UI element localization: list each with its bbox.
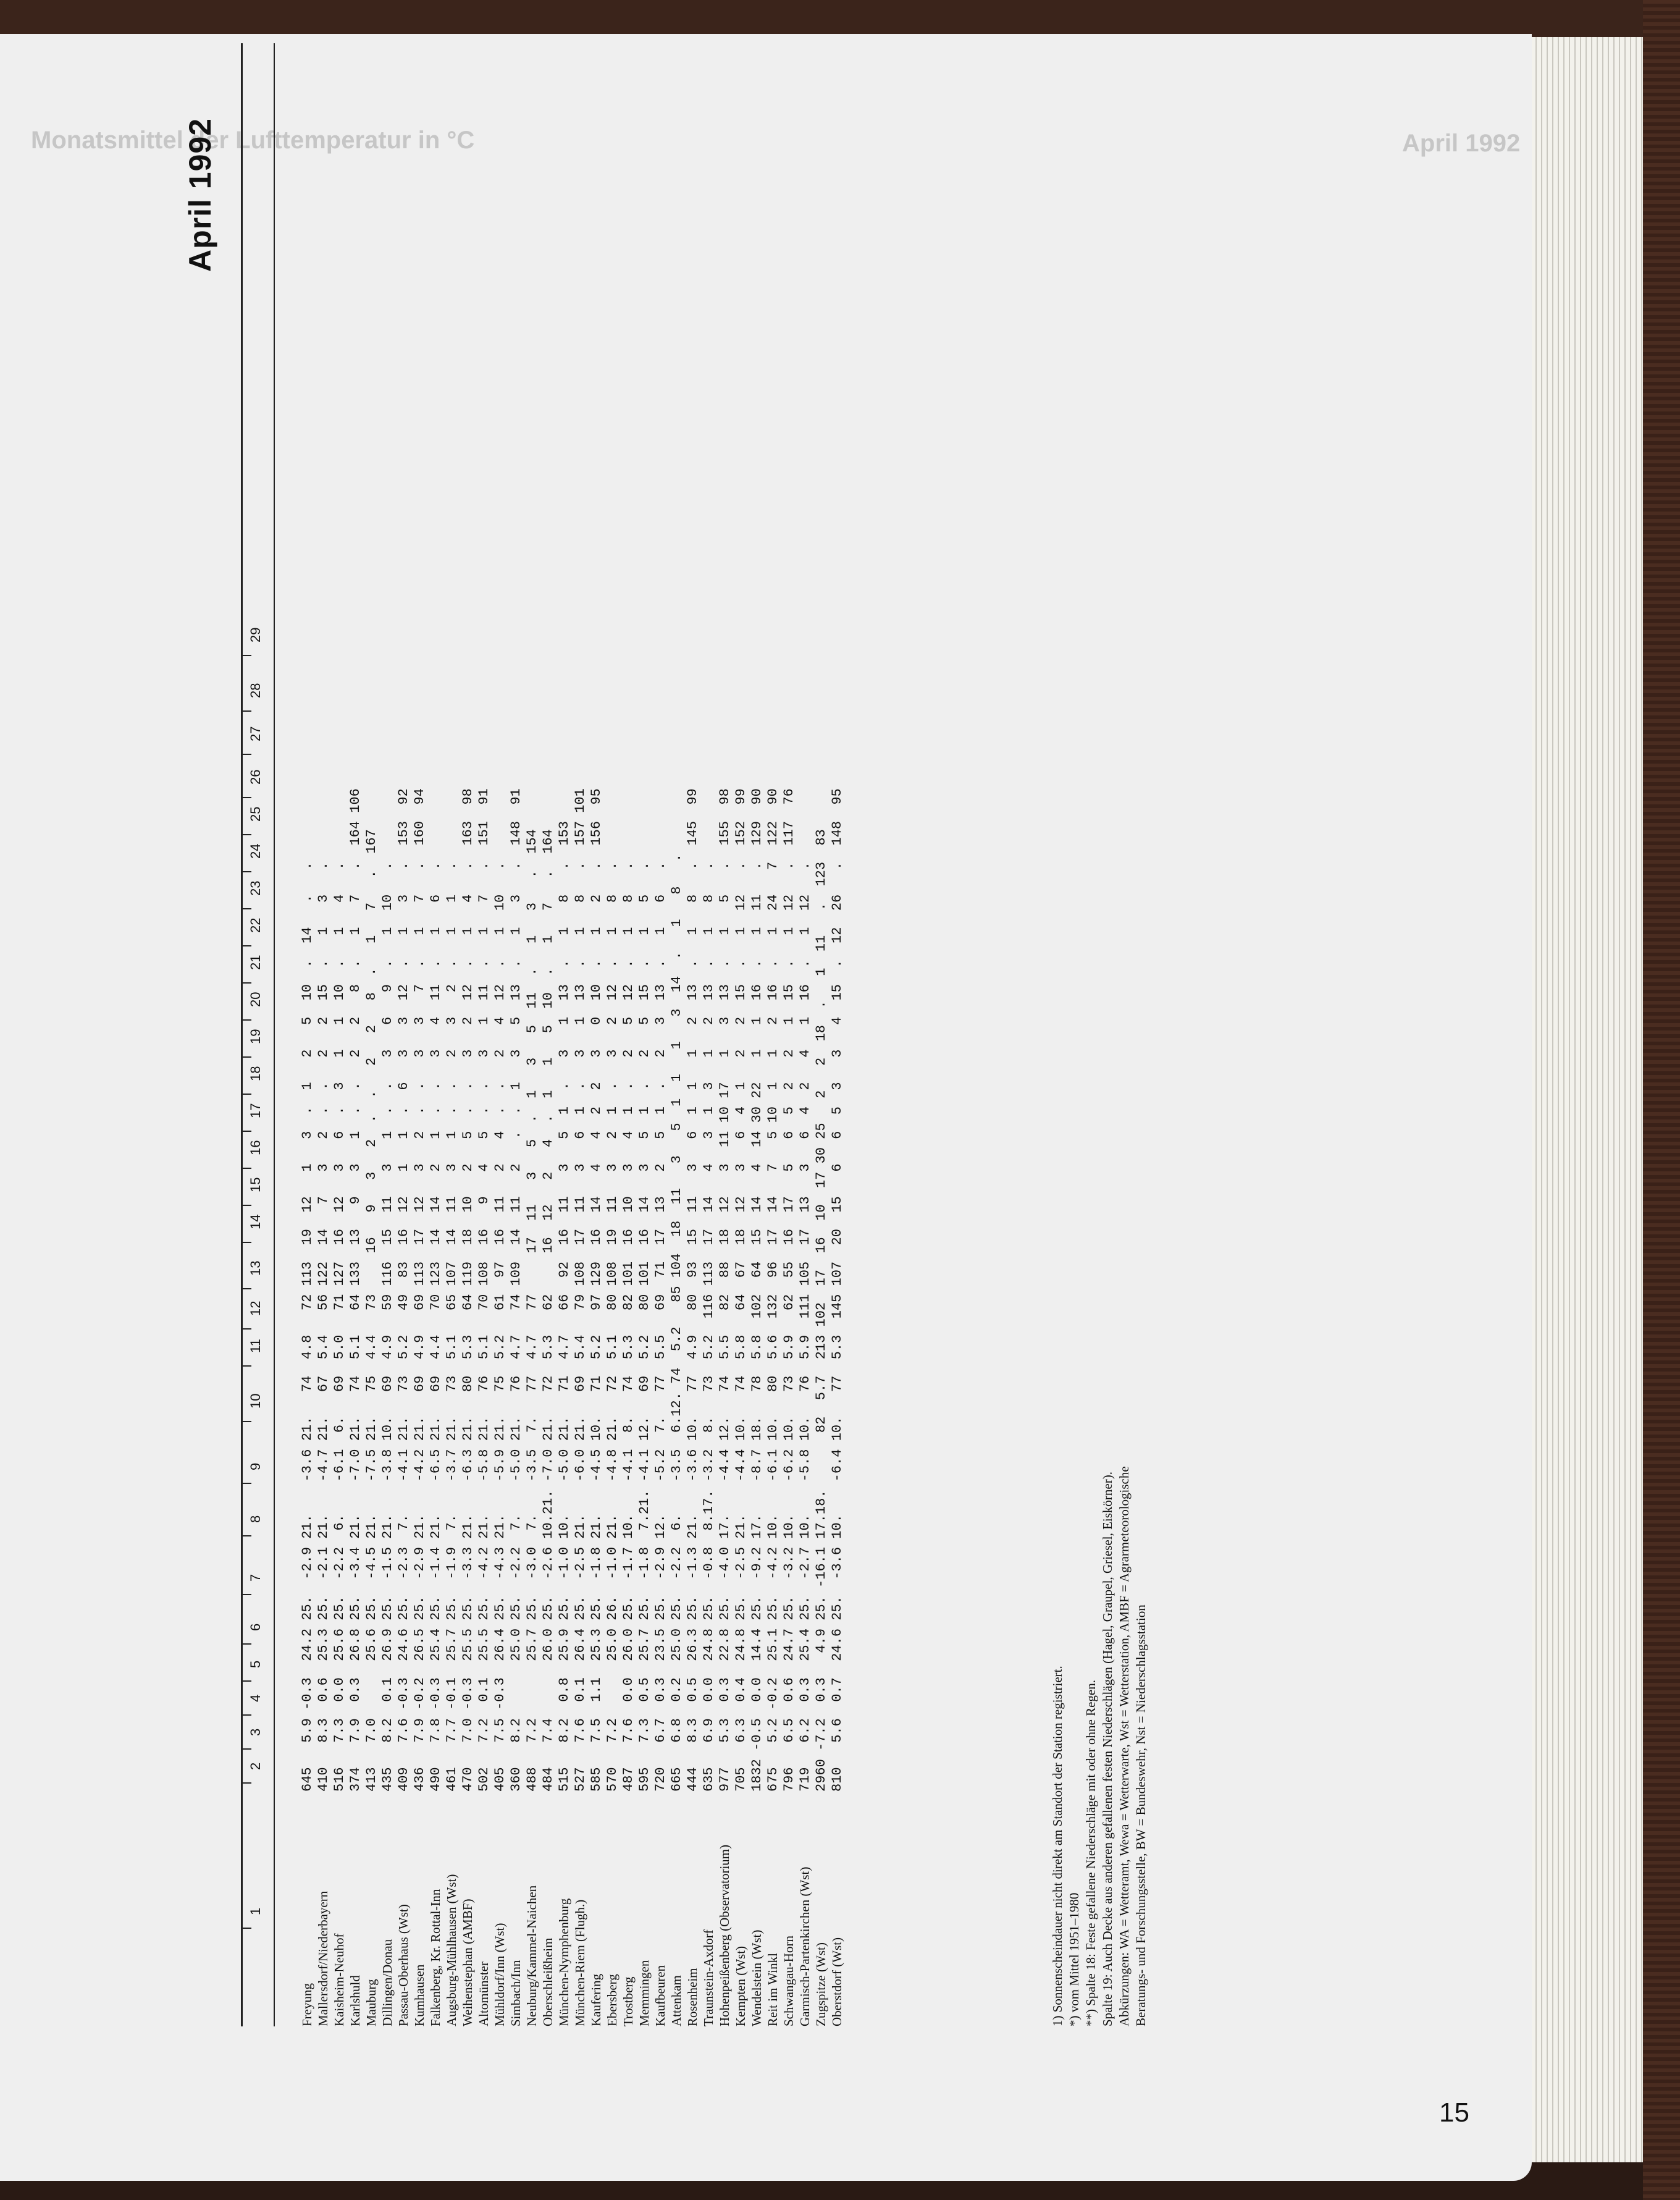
- footnote-line: 1) Sonnenscheindauer nicht direkt am Standort der Station registriert.: [1050, 1666, 1065, 2026]
- station-name: Mauburg: [364, 1979, 379, 2026]
- column-number: 3: [248, 1728, 263, 1736]
- station-values: 435 8.2 0.1 26.9 25. -1.5 21. -3.8 10. 69 4.9 59 116 15 11 3 1 . . 3 6 9 . 1 10 .: [380, 861, 395, 1792]
- column-divider: [243, 754, 251, 755]
- column-divider: [243, 1168, 251, 1169]
- station-values: 502 7.2 0.1 25.5 25. -4.2 21. -5.8 21. 76 5.1 70 108 16 9 4 5 . . 3 1 11 . 1 7 . 151 91: [476, 788, 492, 1792]
- station-values: 410 8.3 0.6 25.3 25. -2.1 21. -4.7 21. 67 5.4 56 122 14 7 3 2 . . 2 2 15 . 1 3 .: [316, 861, 331, 1792]
- column-number: 15: [248, 1177, 263, 1192]
- station-values: 360 8.2 25.0 25. -2.2 7. -5.0 21. 76 4.7 74 109 14 11 2 . . 1 3 5 13 . 1 3 . 148 91: [508, 788, 524, 1792]
- column-number: 8: [248, 1515, 263, 1523]
- column-divider: [243, 1242, 251, 1243]
- station-name: Falkenberg, Kr. Rottal-Inn: [428, 1889, 443, 2026]
- column-divider: [243, 1643, 251, 1645]
- column-divider: [243, 1056, 251, 1058]
- station-name: Hohenpeißenberg (Observatorium): [717, 1844, 732, 2026]
- station-values: 720 6.7 0.3 23.5 25. -2.9 12. -5.2 7. 77 5.5 69 71 17 13 2 5 1 . 2 3 13 . 1 6 .: [653, 861, 668, 1792]
- column-divider: [243, 1421, 251, 1422]
- column-number: 17: [248, 1103, 263, 1118]
- column-number: 24: [248, 843, 263, 859]
- station-name: Rosenheim: [685, 1968, 700, 2026]
- footnote-line: **) Spalte 18: Feste gefallene Niederschläge mit oder ohne Regen.: [1083, 1680, 1098, 2026]
- column-divider: [243, 797, 251, 798]
- station-name: Zugspitze (Wst): [813, 1942, 828, 2026]
- station-name: Simbach/Inn: [508, 1960, 523, 2026]
- column-divider: [243, 1680, 251, 1682]
- station-name: Garmisch-Partenkirchen (Wst): [797, 1866, 812, 2026]
- station-name: Dillingen/Donau: [380, 1939, 395, 2026]
- station-values: 461 7.7 -0.1 25.7 25. -1.9 7. -3.7 21. 73 5.1 65 107 14 11 3 1 . . 2 3 2 . 1 1 .: [444, 861, 460, 1792]
- station-values: 595 7.3 0.5 25.7 25. -1.8 7.21. -4.1 12. 69 5.2 80 101 16 14 3 5 1 . 2 5 15 . 1 5 .: [637, 861, 652, 1792]
- column-divider: [243, 1365, 251, 1367]
- station-name: Reit im Winkl: [765, 1953, 780, 2026]
- column-number: 11: [248, 1339, 263, 1353]
- station-values: 675 5.2 -0.2 25.1 25. -4.2 10. -6.1 10. 80 5.6 132 96 17 14 7 5 10 1 1 2 16 . 1 24 7 122 90: [765, 788, 781, 1792]
- station-values: 796 6.5 0.6 24.7 25. -3.2 10. -6.2 10. 73 5.9 62 55 16 17 5 6 5 2 2 1 15 . 1 12 . 117 76: [781, 788, 797, 1792]
- column-divider: [243, 982, 251, 984]
- station-name: Wendelstein (Wst): [749, 1929, 764, 2026]
- station-name: Karlshuld: [348, 1975, 363, 2026]
- footnote-line: Spalte 19: Auch Decke aus anderen gefallenen festen Niederschlägen (Hagel, Graupel, Griesel, Eiskörner).: [1100, 1472, 1115, 2026]
- column-number: 6: [248, 1623, 263, 1631]
- station-name: Memmingen: [637, 1960, 652, 2026]
- station-values: 470 7.0 -0.3 25.5 25. -3.3 21. -6.3 21. 80 5.3 64 119 18 10 2 5 . . 3 2 12 . 1 4 . 163 98: [460, 788, 476, 1792]
- column-number: 9: [248, 1462, 263, 1470]
- column-divider: [243, 655, 251, 656]
- station-values: 484 7.4 26.0 25. -2.6 10.21. -7.0 21. 72 5.3 62 16 12 2 4 . 1 1 5 10 . 1 7 . 164: [540, 829, 556, 1792]
- station-values: 665 6.8 0.2 25.0 25. -2.2 6. -3.5 6.12. 74 5.2 85 104 18 11 3 5 1 1 1 3 14 . 1 8 .: [669, 853, 684, 1792]
- column-divider: [243, 1483, 251, 1484]
- station-values: 585 7.5 1.1 25.3 25. -1.8 21. -4.5 10. 71 5.2 97 129 16 14 4 4 2 2 3 0 10 . 1 2 . 156 95: [589, 788, 604, 1792]
- column-number: 26: [248, 769, 263, 785]
- column-divider: [243, 1594, 251, 1595]
- column-divider: [243, 945, 251, 946]
- station-name: Mühldorf/Inn (Wst): [492, 1923, 507, 2026]
- column-number: 16: [248, 1140, 263, 1155]
- column-divider: [243, 710, 251, 712]
- column-number: 28: [248, 683, 263, 698]
- station-name: Passau-Oberhaus (Wst): [396, 1904, 411, 2026]
- station-name: Ebersberg: [605, 1974, 620, 2026]
- footnote-line: Beratungs- und Forschungsstelle, BW = Bundeswehr, Nst = Niederschlagsstation: [1133, 1604, 1148, 2026]
- station-values: 516 7.3 0.0 25.6 25. -2.2 6. -6.1 6. 69 5.0 71 127 16 12 3 6 . 3 1 1 10 . 1 4 .: [332, 861, 347, 1792]
- station-values: 487 7.6 0.0 26.0 25. -1.7 10. -4.1 8. 74 5.3 82 101 16 10 3 4 1 . 2 5 12 . 1 8 .: [621, 861, 636, 1792]
- book-cover-right: [1643, 0, 1680, 2200]
- column-number: 18: [248, 1066, 263, 1081]
- station-name: Oberstdorf (Wst): [830, 1937, 844, 2026]
- column-divider: [243, 1288, 251, 1289]
- column-number: 20: [248, 992, 263, 1007]
- column-number: 29: [248, 627, 263, 643]
- column-number: 21: [248, 955, 263, 970]
- column-number: 27: [248, 726, 263, 741]
- column-number: 22: [248, 917, 263, 933]
- station-name: Augsburg-Mühlhausen (Wst): [444, 1874, 459, 2026]
- column-divider: [243, 1131, 251, 1132]
- column-number: 4: [248, 1694, 263, 1702]
- station-values: 719 6.2 0.3 25.4 25. -2.7 10. -5.8 10. 76 5.9 111 105 17 13 3 6 4 2 4 1 16 . 1 12 .: [797, 861, 813, 1792]
- column-number: 13: [248, 1260, 263, 1276]
- footnote-line: Abkürzungen: WA = Wetteramt, Wewa = Wetterwarte, Wst = Wetterstation, AMBF = Agrarmeteorologische: [1117, 1466, 1132, 2026]
- station-name: Kaufbeuren: [653, 1965, 668, 2026]
- column-number: 5: [248, 1660, 263, 1668]
- station-values: 570 7.2 25.0 26. -1.0 21. -4.8 21. 72 5.1 80 108 19 11 3 2 1 . 3 2 12 . 1 8 .: [605, 861, 620, 1792]
- station-values: 527 7.6 0.1 26.4 25. -2.5 21. -6.0 21. 69 5.4 79 108 17 11 3 6 1 . 3 1 13 . 1 8 . 157 101: [573, 788, 588, 1792]
- bleed-through-header-right: April 1992: [1402, 130, 1521, 157]
- page-edges: [1526, 37, 1649, 2162]
- station-values: 405 7.5 -0.3 26.4 25. -4.3 21. -5.9 21. 75 5.2 61 97 16 11 2 4 . . 2 4 12 . 1 10 .: [492, 861, 508, 1792]
- station-values: 490 7.8 -0.3 25.4 25. -1.4 21. -6.5 21. 69 4.4 70 123 14 14 2 1 . . 3 4 11 . 1 6 .: [428, 861, 443, 1792]
- page-number: 15: [1439, 2097, 1469, 2128]
- station-name: Weihenstephan (AMBF): [460, 1899, 475, 2026]
- column-number: 7: [248, 1574, 263, 1582]
- column-divider: [243, 1714, 251, 1716]
- column-number: 25: [248, 806, 263, 822]
- column-divider: [243, 834, 251, 835]
- station-name: Schwangau-Horn: [781, 1936, 796, 2026]
- page-title: April 1992: [183, 117, 217, 272]
- station-name: München-Riem (Flugh.): [573, 1899, 587, 2026]
- bleed-through-header-left: Monatsmittel der Lufttemperatur in °C: [31, 127, 475, 154]
- station-values: 2960 -7.2 0.3 4.9 25. -16.1 17.18. 82 5.7 213 102 17 16 10 17 30 25 2 2 18 . 1 11 . 123 83: [813, 829, 829, 1792]
- station-values: 374 7.9 0.3 26.8 25. -3.4 21. -7.0 21. 74 5.1 64 133 13 9 3 1 . . 2 2 8 . 1 7 . 164 106: [348, 788, 363, 1792]
- column-divider: [243, 1205, 251, 1206]
- column-number: 19: [248, 1029, 263, 1044]
- station-values: 1832 -0.5 0.0 14.4 25. -9.2 17. -8.7 18. 78 5.8 102 64 15 14 4 14 30 22 1 1 16 . 1 11 . 129 90: [749, 788, 765, 1792]
- column-divider: [243, 871, 251, 872]
- column-divider: [243, 1328, 251, 1330]
- column-divider: [243, 1928, 251, 1929]
- station-name: Attenkam: [669, 1975, 684, 2026]
- table-column-header: [241, 43, 275, 2026]
- station-values: 977 5.3 0.3 22.8 25. -4.0 17. -4.4 12. 74 5.5 82 88 18 12 3 11 10 17 1 3 13 . 1 5 . 155 98: [717, 788, 733, 1792]
- column-number: 2: [248, 1762, 263, 1770]
- station-name: Kaisheim-Neuhof: [332, 1933, 346, 2026]
- station-name: Mallersdorf/Niederbayern: [316, 1890, 330, 2026]
- station-name: Kumhausen: [412, 1964, 427, 2026]
- column-divider: [243, 1535, 251, 1536]
- column-divider: [243, 1019, 251, 1021]
- station-values: 413 7.0 25.6 25. -4.5 21. -7.5 21. 75 4.4 73 16 9 3 2 . . 2 2 8 . 1 7 . 167: [364, 829, 379, 1792]
- station-values: 635 6.9 0.0 24.8 25. -0.8 8.17. -3.2 8. 73 5.2 116 113 17 14 4 3 1 3 1 2 13 . 1 8 .: [701, 861, 716, 1792]
- station-name: München-Nymphenburg: [556, 1898, 571, 2026]
- station-name: Freyung: [300, 1983, 314, 2026]
- station-name: Altomünster: [476, 1962, 491, 2026]
- station-values: 810 5.6 0.7 24.6 25. -3.6 10. -6.4 10. 77 5.3 145 107 20 15 6 6 5 3 3 4 15 . 12 26 . 148 95: [830, 788, 845, 1792]
- station-values: 436 7.9 -0.2 26.5 25. -2.9 21. -4.2 21. 69 4.9 69 113 17 12 3 2 . . 3 3 7 . 1 7 . 160 94: [412, 788, 427, 1792]
- column-number: 14: [248, 1214, 263, 1229]
- station-name: Traunstein-Axdorf: [701, 1929, 716, 2026]
- station-values: 409 7.6 -0.3 24.6 25. -2.3 7. -4.1 21. 73 5.2 49 83 16 12 1 1 . 6 3 3 12 . 1 3 . 153 92: [396, 788, 411, 1792]
- column-divider: [243, 908, 251, 909]
- column-divider: [243, 1782, 251, 1784]
- column-number: 12: [248, 1300, 263, 1316]
- rotated-table-region: [124, 19, 1482, 2026]
- column-number: 23: [248, 880, 263, 896]
- station-name: Oberschleißheim: [540, 1937, 555, 2026]
- station-values: 488 7.2 25.7 25. -3.0 7. -3.5 7. 77 4.7 77 17 11 3 5 . 1 3 5 11 . 1 3 . 154: [524, 829, 540, 1792]
- station-name: Kaufering: [589, 1973, 603, 2026]
- station-values: 645 5.9 -0.3 24.2 25. -2.9 21. -3.6 21. 74 4.8 72 113 19 12 1 3 . 1 2 5 10 . 14 . .: [300, 861, 315, 1792]
- station-values: 444 8.3 0.5 26.3 25. -1.3 21. -3.6 10. 77 4.9 80 93 15 11 3 6 1 1 1 2 13 . 1 8 . 145 99: [685, 788, 700, 1792]
- station-name: Kempten (Wst): [733, 1945, 748, 2026]
- footnote-line: *) vom Mittel 1951–1980: [1067, 1892, 1082, 2026]
- station-values: 515 8.2 0.8 25.9 25. -1.0 10. -5.0 21. 71 4.7 66 92 16 11 3 5 1 . 3 1 13 . 1 8 . 153: [556, 820, 572, 1792]
- column-divider: [243, 1748, 251, 1750]
- column-divider: [243, 1094, 251, 1095]
- station-name: Neuburg/Kammel-Naichen: [524, 1885, 539, 2026]
- station-values: 705 6.3 0.4 24.8 25. -2.5 21. -4.4 10. 74 5.8 64 67 18 12 3 6 4 1 2 2 15 . 1 12 . 152 99: [733, 788, 749, 1792]
- column-number: 1: [248, 1907, 263, 1915]
- column-number: 10: [248, 1393, 263, 1409]
- station-name: Trostberg: [621, 1976, 636, 2026]
